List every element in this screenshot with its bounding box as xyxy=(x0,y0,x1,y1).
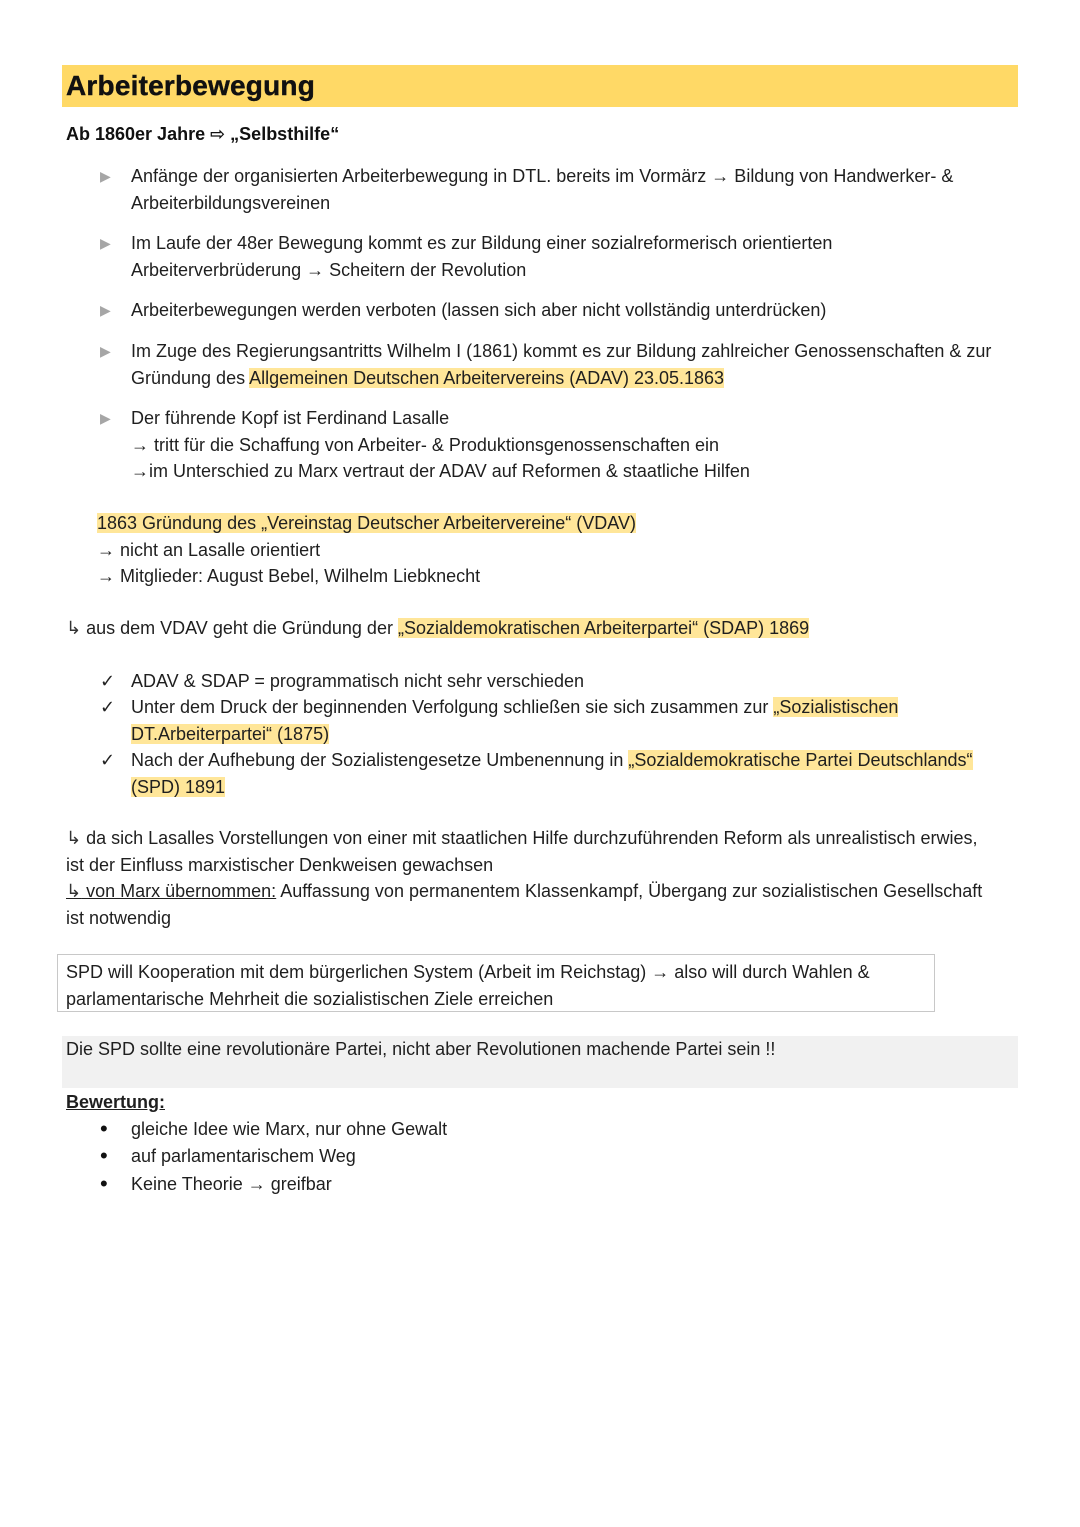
bullet-item xyxy=(100,297,1020,324)
turn-arrow-icon: ↳ xyxy=(66,618,82,638)
subtitle: Ab 1860er Jahre ⇨ „Selbsthilfe“ xyxy=(66,124,340,144)
check-line xyxy=(131,694,1020,721)
bullet-line: Im Laufe der 48er Bewegung kommt es zur Bildung einer sozialreformerisch orientierten xyxy=(131,233,833,253)
bullet-line xyxy=(131,365,1020,392)
vdav-line: → nicht an Lasalle orientiert xyxy=(97,539,321,560)
bewertung-text: gleiche Idee wie Marx, nur ohne Gewalt xyxy=(131,1119,448,1139)
spd-statement-box xyxy=(62,1036,1018,1088)
checkmark-icon: ✓ xyxy=(100,697,116,717)
highlighted-text: Allgemeinen Deutschen Arbeitervereins (ADAV) 23.05.1863 xyxy=(249,367,725,388)
bewertung-heading: Bewertung: xyxy=(66,1092,165,1112)
sdap-line xyxy=(66,615,809,642)
paragraph-line: ist notwendig xyxy=(66,907,172,928)
page-title: Arbeiterbewegung xyxy=(66,70,316,101)
bewertung-item xyxy=(100,1143,1020,1170)
bullet-line: Arbeiterbewegungen werden verboten (lassen sich aber nicht vollständig unterdrücken) xyxy=(131,300,827,320)
marxism-paragraph xyxy=(66,825,1016,931)
highlighted-text: 1863 Gründung des „Vereinstag Deutscher Arbeitervereine“ (VDAV) xyxy=(97,513,636,533)
bullet-item xyxy=(100,338,1020,391)
spd-cooperation-box xyxy=(57,954,935,1012)
check-text: Nach der Aufhebung der Sozialistengesetze Umbenennung in xyxy=(131,750,629,770)
bullet-line: →im Unterschied zu Marx vertraut der ADAV auf Reformen & staatliche Hilfen xyxy=(131,461,750,481)
bullet-line: Arbeiterverbrüderung → Scheitern der Revolution xyxy=(131,259,527,280)
highlighted-text: DT.Arbeiterpartei“ (1875) xyxy=(131,723,330,744)
triangle-bullet-icon: ▶ xyxy=(100,168,111,184)
underlined-text: von Marx übernommen: xyxy=(81,881,277,901)
bullet-dot-icon: • xyxy=(100,1143,108,1168)
check-item xyxy=(100,747,1020,800)
highlighted-text: „Sozialistischen xyxy=(773,697,899,717)
paragraph-text: Auffassung von permanentem Klassenkampf, Übergang zur sozialistischen Gesellschaft xyxy=(276,881,983,901)
paragraph-line xyxy=(66,825,1016,852)
triangle-bullet-icon: ▶ xyxy=(100,235,111,251)
paragraph-text: da sich Lasalles Vorstellungen von einer mit staatlichen Hilfe durchzuführenden Reform als unrealistisch erwies, xyxy=(81,828,978,848)
turn-arrow-icon: ↳ xyxy=(66,828,82,848)
bullet-line: Der führende Kopf ist Ferdinand Lasalle xyxy=(131,408,450,428)
bewertung-item xyxy=(100,1171,1020,1198)
bullet-line: Im Zuge des Regierungsantritts Wilhelm I (1861) kommt es zur Bildung zahlreicher Genossenschaften & zur xyxy=(131,341,992,361)
vdav-line: → Mitglieder: August Bebel, Wilhelm Liebknecht xyxy=(97,566,481,586)
vdav-block xyxy=(97,510,636,590)
bullet-line: → tritt für die Schaffung von Arbeiter- & Produktionsgenossenschaften ein xyxy=(131,434,720,455)
bewertung-text: Keine Theorie → greifbar xyxy=(131,1174,332,1194)
bullet-item xyxy=(100,163,1020,216)
bullet-item xyxy=(100,405,1020,485)
checkmark-icon: ✓ xyxy=(100,671,116,691)
highlighted-text: (SPD) 1891 xyxy=(131,776,226,797)
highlighted-text: „Sozialdemokratische Partei Deutschlands“ xyxy=(628,750,973,770)
check-text: ADAV & SDAP = programmatisch nicht sehr verschieden xyxy=(131,671,585,691)
check-text: Unter dem Druck der beginnenden Verfolgung schließen sie sich zusammen zur xyxy=(131,697,774,717)
box-line: SPD will Kooperation mit dem bürgerlichen System (Arbeit im Reichstag) → also will durch Wahlen & xyxy=(66,962,870,982)
bullet-line: Anfänge der organisierten Arbeiterbewegung in DTL. bereits im Vormärz → Bildung von Handwerker- & xyxy=(131,166,954,186)
bewertung-item xyxy=(100,1116,1020,1143)
checkmark-icon: ✓ xyxy=(100,750,116,770)
triangle-bullet-icon: ▶ xyxy=(100,410,111,426)
check-line xyxy=(131,747,1020,774)
highlighted-text: „Sozialdemokratischen Arbeiterpartei“ (SDAP) 1869 xyxy=(397,618,810,638)
check-item xyxy=(100,668,1020,695)
turn-arrow-icon: ↳ xyxy=(66,881,82,901)
bewertung-text: auf parlamentarischem Weg xyxy=(131,1146,356,1166)
bullet-line: Arbeiterbildungsvereinen xyxy=(131,192,331,213)
box-line: parlamentarische Mehrheit die sozialistischen Ziele erreichen xyxy=(66,988,554,1009)
paragraph-line xyxy=(66,878,1016,905)
check-line xyxy=(131,774,1020,801)
check-item xyxy=(100,694,1020,747)
check-line xyxy=(131,721,1020,748)
paragraph-line: ist der Einfluss marxistischer Denkweisen gewachsen xyxy=(66,854,494,875)
box-line: Die SPD sollte eine revolutionäre Partei, nicht aber Revolutionen machende Partei sein !! xyxy=(66,1039,776,1059)
bullet-text: Gründung des xyxy=(131,367,250,388)
sdap-text: aus dem VDAV geht die Gründung der xyxy=(81,618,398,638)
bullet-dot-icon: • xyxy=(100,1171,108,1196)
bullet-item xyxy=(100,230,1020,283)
triangle-bullet-icon: ▶ xyxy=(100,343,111,359)
triangle-bullet-icon: ▶ xyxy=(100,302,111,318)
bullet-dot-icon: • xyxy=(100,1116,108,1141)
